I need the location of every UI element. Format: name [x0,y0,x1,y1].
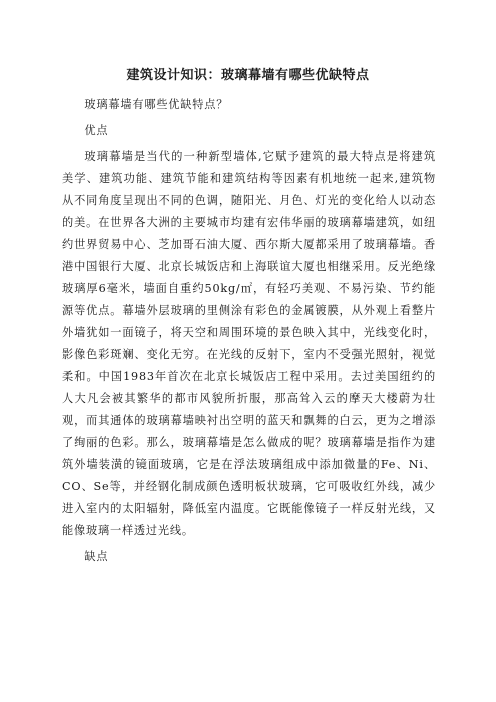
document-body [62,94,436,572]
document-title: 建筑设计知识：玻璃幕墙有哪些优缺特点 [126,68,370,83]
advantages-heading: 优点 [84,124,109,137]
disadvantages-heading: 缺点 [84,550,109,563]
advantages-paragraph: 玻璃幕墙是当代的一种新型墙体,它赋予建筑的最大特点是将建筑美学、建筑功能、建筑节能和建筑结构等因素有机地统一起来,建筑物从不同角度呈现出不同的色调，随阳光、月色、灯光的变化给人以动态的美。在世界各大洲的主要城市均建有宏伟华丽的玻璃幕墙建筑，如纽约世界贸易中心、芝加哥石油大厦、西尔斯大厦都采用了玻璃幕墙。香港中国银行大厦、北京长城饭店和上海联谊大厦也相继采用。反光绝缘玻璃厚6毫米，墙面自重约50kg/㎡，有轻巧美观、不易污染、节约能源等优点。幕墙外层玻璃的里侧涂有彩色的金属镀膜，从外观上看整片外墙犹如一面镜子，将天空和周围环境的景色映入其中，光线变化时，影像色彩斑斓、变化无穷。在光线的反射下，室内不受强光照射，视觉柔和。中国1983年首次在北京长城饭店工程中采用。去过美国纽约的人大凡会被其繁华的都市风貌所折服，那高耸入云的摩天大楼蔚为壮观，而其通体的玻璃幕墙映衬出空明的蓝天和飘舞的白云，更为之增添了绚丽的色彩。那么，玻璃幕墙是怎么做成的呢？玻璃幕墙是指作为建筑外墙装潢的镜面玻璃，它是在浮法玻璃组成中添加微量的Fe、Ni、CO、Se等，并经钢化制成颜色透明板状玻璃，它可吸收红外线，减少进入室内的太阳辐射，降低室内温度。它既能像镜子一样反射光线，又能像玻璃一样透过光线。 [62,150,436,537]
question-line: 玻璃幕墙有哪些优缺特点？ [84,98,229,111]
